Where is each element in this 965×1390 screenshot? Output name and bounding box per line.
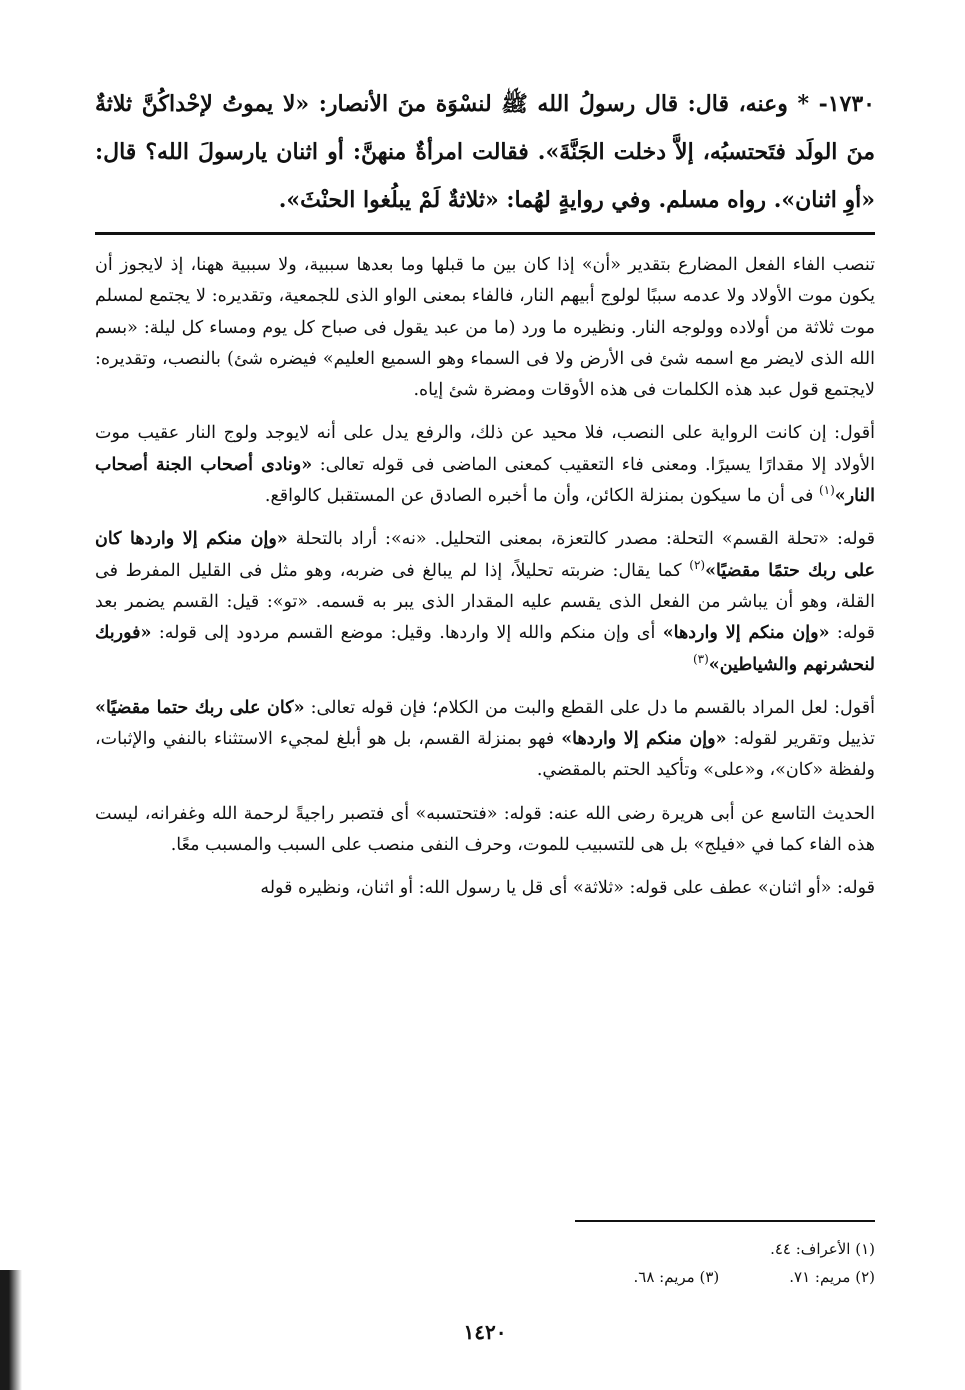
footnote-ref: (٢) xyxy=(689,557,706,572)
footnote-3: (٣) مريم: ٦٨. xyxy=(633,1268,720,1286)
hadith-number: ١٧٣٠- xyxy=(818,91,875,117)
hadith-body: وعنه، قال: قال رسولُ الله ﷺ لنسْوَة منَ الأنصار: «لا يموتُ لإحْداكُنَّ ثلاثةٌ منَ الولَد فتَحتسبُه، إلاَّ دخلت الجَنَّةَ». فقالت امرأةٌ منهنَّ: أو اثنان يارسولَ الله؟ قال: «أوِ اثنان». رواه مسلم. وفي روايةٍ لهُما: «ثلاثةٌ لَمْ يبلُغوا الحنْثَ». xyxy=(95,91,875,213)
hadith-star: * xyxy=(797,91,809,117)
section-divider xyxy=(95,232,875,235)
paragraph-text: كما يقال: ضربته تحليلاً، إذا لم يبالغ فى ضربه، وهو مثل فى القليل المفرط فى القلة، وهو أن يباشر من الفعل الذى يقسم عليه المقدار الذى يبر به قسمه. «تو»: قيل: القسم يضمر بعد قوله: xyxy=(95,560,875,644)
footnotes xyxy=(500,1235,875,1291)
quran-quote: «وإن منكم إلا واردها» xyxy=(561,729,727,750)
commentary-paragraph-5: الحديث التاسع عن أبى هريرة رضى الله عنه: قوله: «فتحتسبه» أى فتصبر راجيةً لرحمة الله وغفرانه، ليست هذه الفاء كما في «فيلج» بل هى للتسبيب للموت، وحرف النفى منصب على السبب والمسبب معًا. xyxy=(95,803,875,856)
quran-quote: «فوربك لنحشرنهم والشياطين» xyxy=(95,623,875,675)
commentary-paragraph-1: تنصب الفاء الفعل المضارع بتقدير «أن» إذا كان بين ما قبلها وما بعدها سببية، ولا سببية ههنا، إذ لايجوز أن يكون موت الأولاد ولا عدمه سببًا لولوج أبيهم النار، فالفاء بمعنى الواو الذى للجمعية، وتقديره: لا يجتمع لمسلم موت ثلاثة من أولاده وولوجه النار. ونظيره ما ورد (ما من عبد يقول فى صباح كل يوم ومساء كل ليلة: «بسم الله الذى لايضر مع اسمه شئ فى الأرض ولا فى السماء وهو السميع العليم» فيضره شئ) بالنصب، وتقديره: لايجتمع قول عبد هذه الكلمات فى هذه الأوقات ومضرة شئ إياه. xyxy=(95,255,875,401)
paragraph-text: أقول: إن كانت الرواية على النصب، فلا محيد عن ذلك، والرفع يدل على أنه لايوجد ولوج النار عقيب موت الأولاد إلا مقدارًا يسيرًا. ومعنى فاء التعقيب كمعنى الماضى فى قوله تعالى: xyxy=(95,423,875,475)
quran-quote: «وإن منكم إلا واردها» xyxy=(662,623,830,644)
footnote-2: (٢) مريم: ٧١. xyxy=(789,1268,875,1286)
quran-quote: «كان على ربك حتما مقضيًا» xyxy=(95,697,305,718)
commentary-paragraph-6: قوله: «أو اثنان» عطف على قوله: «ثلاثة» أى قل يا رسول الله: أو اثنان، ونظيره قوله xyxy=(260,878,875,899)
footnote-divider xyxy=(575,1220,875,1222)
commentary-paragraph-4 xyxy=(95,693,875,787)
paragraph-text: أقول: لعل المراد بالقسم ما دل على القطع والبت من الكلام؛ فإن قوله تعالى: xyxy=(310,697,875,718)
commentary xyxy=(95,250,875,917)
footnote-1: (١) الأعراف: ٤٤. xyxy=(770,1240,875,1258)
paragraph-text: فهو بمنزلة القسم، بل هو أبلغ لمجيء الاستثناء بالنفي والإثبات، ولفظة «كان»، و«على» وتأكيد الحتم بالمقضي. xyxy=(95,729,875,781)
paragraph-text: فى أن ما سيكون بمنزلة الكائن، وأن ما أخبره الصادق عن المستقبل كالواقع. xyxy=(264,486,814,507)
footnote-ref: (٣) xyxy=(692,651,709,666)
quran-quote: «ونادى أصحاب الجنة أصحاب النار» xyxy=(95,454,875,507)
footnote-ref: (١) xyxy=(818,483,835,498)
commentary-paragraph-3 xyxy=(95,524,875,680)
paragraph-text: قوله: «تحلة القسم» التحلة: مصدر كالتعزة، بمعنى التحليل. «نه»: أراد بالتحلة xyxy=(295,529,875,550)
paragraph-text: أى وإن منكم والله إلا واردها. وقيل: موضع القسم مردود إلى قوله: xyxy=(158,623,656,644)
page-number: ١٤٢٠ xyxy=(463,1320,507,1344)
quran-quote: «وإن منكم إلا واردها كان على ربك حتمًا مقضيًا» xyxy=(95,529,875,581)
paragraph-text: تذييل وتقرير لقوله: xyxy=(733,729,875,750)
hadith-text xyxy=(95,80,875,224)
footnote-row xyxy=(500,1263,875,1291)
commentary-paragraph-2 xyxy=(95,418,875,512)
book-spine-shadow xyxy=(0,1270,22,1390)
